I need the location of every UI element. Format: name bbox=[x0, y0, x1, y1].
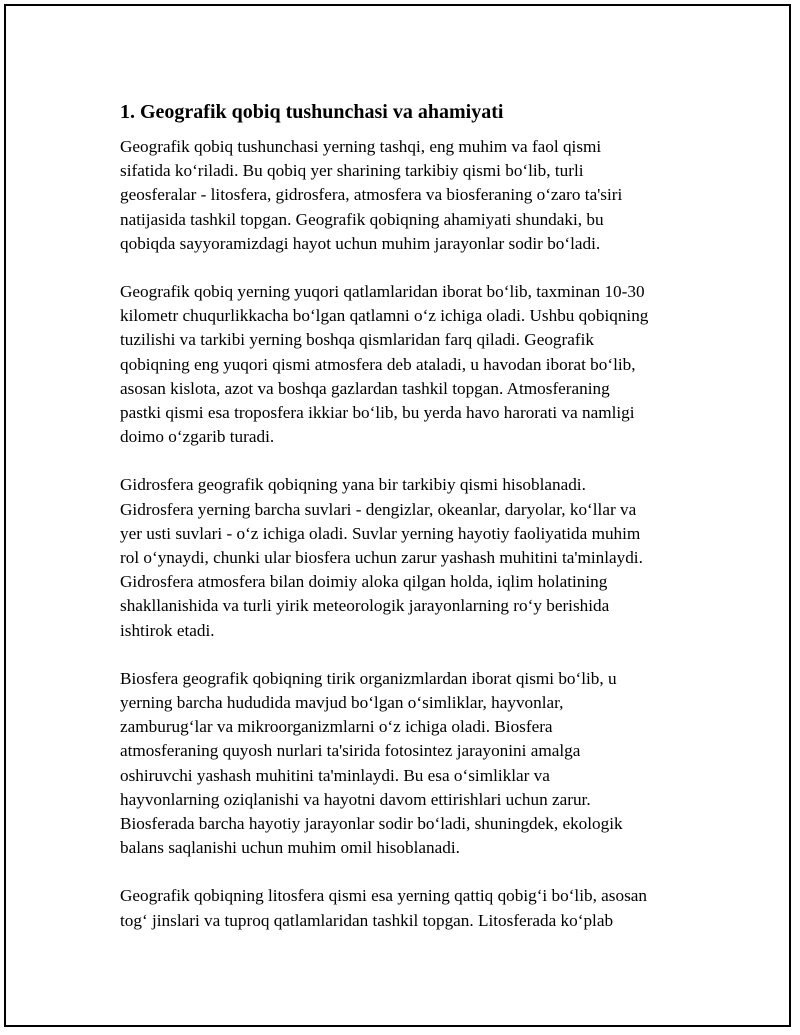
paragraph-line: hayvonlarning oziqlanishi va hayotni davom ettirishlari uchun zarur. bbox=[120, 789, 591, 809]
paragraph-line: tuzilishi va tarkibi yerning boshqa qismlaridan farq qiladi. Geografik bbox=[120, 330, 594, 350]
document-page bbox=[4, 4, 791, 1027]
paragraph-line: Geografik qobiq yerning yuqori qatlamlaridan iborat bo‘lib, taxminan 10-30 bbox=[120, 282, 645, 302]
paragraph-line: Biosferada barcha hayotiy jarayonlar sodir bo‘ladi, shuningdek, ekologik bbox=[120, 814, 623, 834]
document-body bbox=[120, 99, 700, 957]
paragraph-list bbox=[120, 135, 700, 933]
paragraph-line: doimo o‘zgarib turadi. bbox=[120, 427, 275, 447]
paragraph-line: tog‘ jinslari va tuproq qatlamlaridan tashkil topgan. Litosferada ko‘plab bbox=[120, 910, 614, 930]
paragraph-line: shakllanishida va turli yirik meteorologik jarayonlarning ro‘y berishida bbox=[120, 596, 610, 616]
paragraph bbox=[120, 280, 700, 449]
paragraph-line: geosferalar - litosfera, gidrosfera, atmosfera va biosferaning o‘zaro ta'siri bbox=[120, 185, 623, 205]
paragraph-line: qobiqda sayyoramizdagi hayot uchun muhim jarayonlar sodir bo‘ladi. bbox=[120, 233, 601, 253]
paragraph-line: zamburug‘lar va mikroorganizmlarni o‘z ichiga oladi. Biosfera bbox=[120, 717, 553, 737]
paragraph-line: asosan kislota, azot va boshqa gazlardan tashkil topgan. Atmosferaning bbox=[120, 378, 610, 398]
paragraph-line: yerning barcha hududida mavjud bo‘lgan o‘simliklar, hayvonlar, bbox=[120, 693, 564, 713]
paragraph-line: Geografik qobiqning litosfera qismi esa yerning qattiq qobig‘i bo‘lib, asosan bbox=[120, 886, 647, 906]
paragraph-line: Geografik qobiq tushunchasi yerning tashqi, eng muhim va faol qismi bbox=[120, 137, 602, 156]
paragraph-line: ishtirok etadi. bbox=[120, 620, 215, 640]
paragraph bbox=[120, 135, 700, 256]
paragraph-line: atmosferaning quyosh nurlari ta'sirida fotosintez jarayonini amalga bbox=[120, 741, 581, 761]
paragraph-line: oshiruvchi yashash muhitini ta'minlaydi. Bu esa o‘simliklar va bbox=[120, 765, 550, 785]
paragraph-line: Gidrosfera yerning barcha suvlari - dengizlar, okeanlar, daryolar, ko‘llar va bbox=[120, 499, 637, 519]
paragraph bbox=[120, 884, 700, 932]
paragraph-line: sifatida ko‘riladi. Bu qobiq yer sharining tarkibiy qismi bo‘lib, turli bbox=[120, 161, 584, 181]
paragraph bbox=[120, 667, 700, 861]
paragraph-line: kilometr chuqurlikkacha bo‘lgan qatlamni o‘z ichiga oladi. Ushbu qobiqning bbox=[120, 306, 649, 326]
paragraph-line: Biosfera geografik qobiqning tirik organizmlardan iborat qismi bo‘lib, u bbox=[120, 668, 617, 688]
paragraph-line: pastki qismi esa troposfera ikkiar bo‘lib, bu yerda havo harorati va namligi bbox=[120, 403, 635, 423]
paragraph-line: rol o‘ynaydi, chunki ular biosfera uchun zarur yashash muhitini ta'minlaydi. bbox=[120, 548, 643, 568]
paragraph-line: Gidrosfera atmosfera bilan doimiy aloka qilgan holda, iqlim holatining bbox=[120, 572, 608, 592]
paragraph bbox=[120, 473, 700, 642]
paragraph-line: yer usti suvlari - o‘z ichiga oladi. Suvlar yerning hayotiy faoliyatida muhim bbox=[120, 523, 641, 543]
paragraph-line: balans saqlanishi uchun muhim omil hisoblanadi. bbox=[120, 838, 460, 858]
paragraph-line: qobiqning eng yuqori qismi atmosfera deb ataladi, u havodan iborat bo‘lib, bbox=[120, 354, 636, 374]
section-heading: 1. Geografik qobiq tushunchasi va ahamiyati bbox=[120, 101, 504, 123]
paragraph-line: natijasida tashkil topgan. Geografik qobiqning ahamiyati shundaki, bu bbox=[120, 209, 604, 229]
paragraph-line: Gidrosfera geografik qobiqning yana bir tarkibiy qismi hisoblanadi. bbox=[120, 475, 586, 495]
